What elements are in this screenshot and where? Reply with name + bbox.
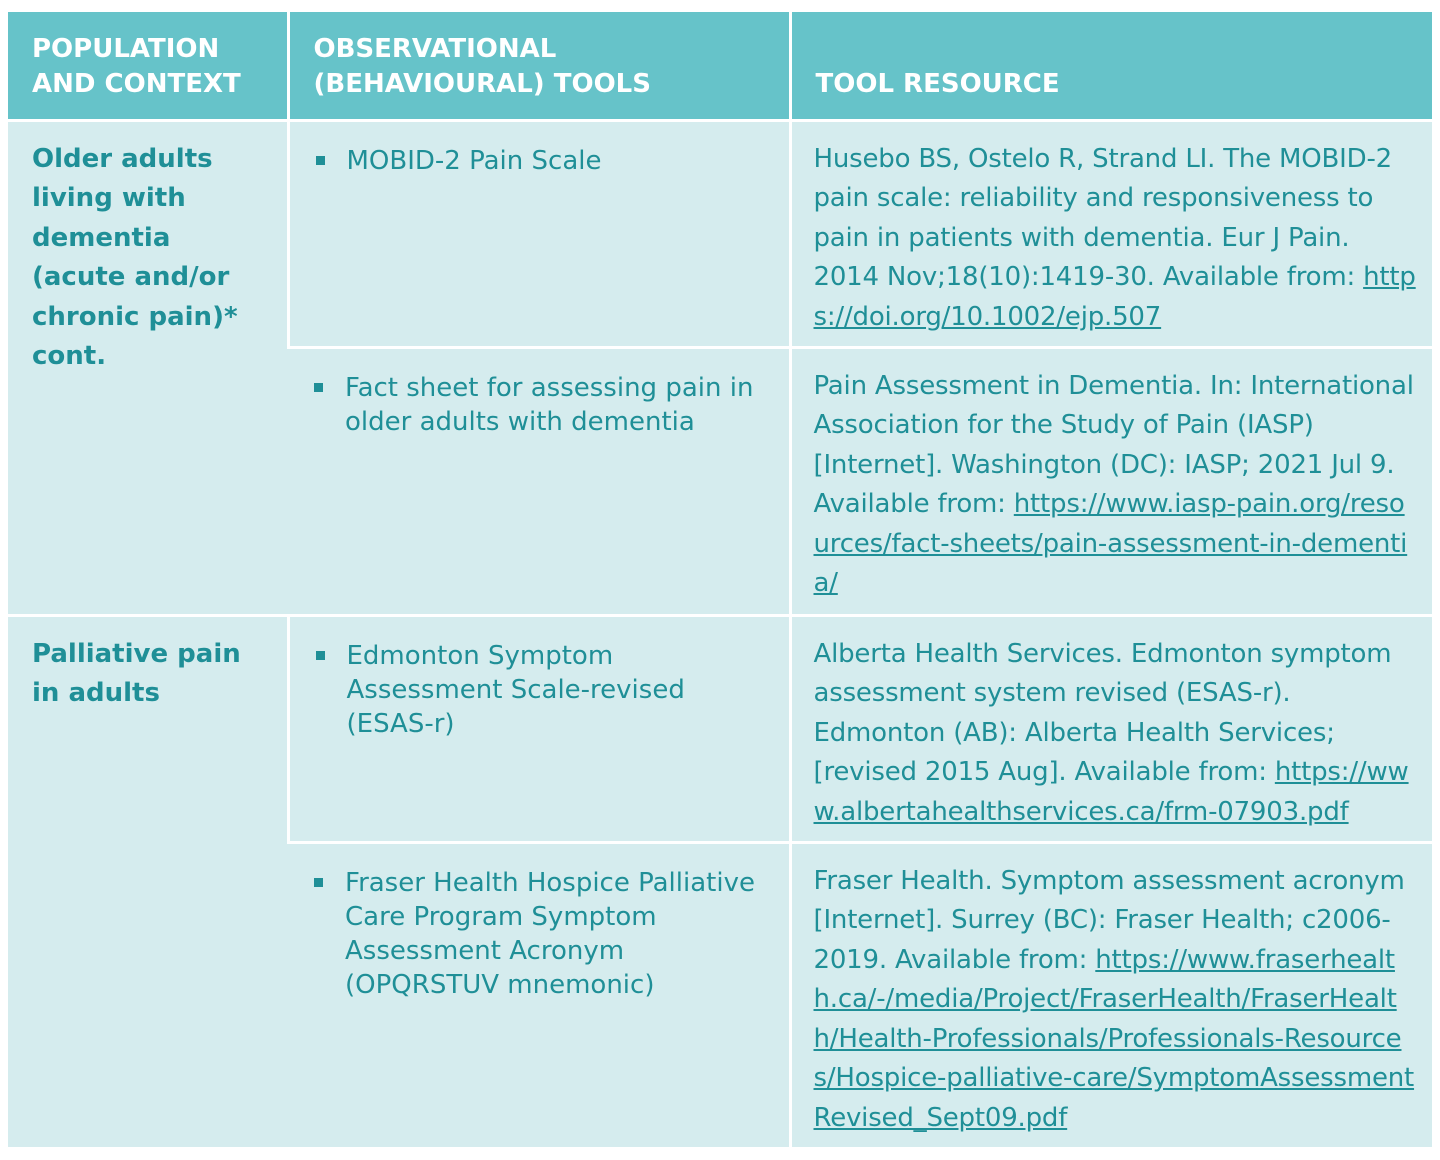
tool-name: Fraser Health Hospice Palliative Care Program Symptom Assessment Acronym (OPQRSTUV mnemonic) <box>345 867 755 1000</box>
resource-cell <box>790 615 1432 842</box>
tool-list-item <box>312 866 769 1002</box>
resource-citation: Fraser Health. Symptom assessment acronym [Internet]. Surrey (BC): Fraser Health; c2006-2019. Available from: <box>813 865 1405 975</box>
tool-name: Fact sheet for assessing pain in older adults with dementia <box>345 372 754 437</box>
tool-list-item <box>312 371 769 439</box>
population-cell: Older adults living with dementia (acute and/or chronic pain)* cont. <box>8 120 288 615</box>
tool-resource-table <box>8 12 1432 1147</box>
resource-citation: Alberta Health Services. Edmonton symptom assessment system revised (ESAS-r). Edmonton (AB): Alberta Health Services; [revised 2015 Aug]. Available from: <box>813 638 1392 787</box>
tool-cell <box>288 842 790 1147</box>
header-population-context: POPULATION AND CONTEXT <box>8 12 288 120</box>
tool-list-item <box>314 639 769 741</box>
tool-resource-table-container <box>8 12 1432 1150</box>
population-cell: Palliative pain in adults <box>8 615 288 1147</box>
header-observational-tools: OBSERVATIONAL (BEHAVIOURAL) TOOLS <box>288 12 790 120</box>
tool-cell <box>288 615 790 842</box>
resource-citation: Pain Assessment in Dementia. In: International Association for the Study of Pain (IASP) [Internet]. Washington (DC): IASP; 2021 Jul 9. Available from: <box>813 370 1414 519</box>
square-bullet-icon <box>314 878 323 887</box>
tool-cell <box>288 347 790 615</box>
square-bullet-icon <box>314 383 323 392</box>
tool-list-item <box>314 144 769 178</box>
resource-link[interactable]: https://www.iasp-pain.org/resources/fact-sheets/pain-assessment-in-dementia/ <box>813 489 1408 598</box>
resource-cell <box>790 347 1432 615</box>
resource-link[interactable]: https://doi.org/10.1002/ejp.507 <box>813 262 1416 332</box>
tool-cell <box>288 120 790 347</box>
tool-name: Edmonton Symptom Assessment Scale-revised (ESAS-r) <box>346 640 685 739</box>
resource-cell <box>790 842 1432 1147</box>
square-bullet-icon <box>316 651 325 660</box>
resource-link[interactable]: https://www.albertahealthservices.ca/frm-07903.pdf <box>813 757 1409 827</box>
resource-citation: Husebo BS, Ostelo R, Strand LI. The MOBID-2 pain scale: reliability and responsiveness to pain in patients with dementia. Eur J Pain. 2014 Nov;18(10):1419-30. Available from: <box>813 143 1392 292</box>
resource-cell <box>790 120 1432 347</box>
square-bullet-icon <box>316 156 325 165</box>
table-header-row <box>8 12 1432 120</box>
header-tool-resource: TOOL RESOURCE <box>790 12 1432 120</box>
table-row <box>8 120 1432 347</box>
tool-name: MOBID-2 Pain Scale <box>346 145 602 176</box>
resource-link[interactable]: https://www.fraserhealth.ca/-/media/Project/FraserHealth/FraserHealth/Health-Professionals/Professionals-Resources/Hospice-palliative-care/SymptomAssessmentRevised_Sept09.pdf <box>813 944 1415 1133</box>
table-row <box>8 615 1432 842</box>
